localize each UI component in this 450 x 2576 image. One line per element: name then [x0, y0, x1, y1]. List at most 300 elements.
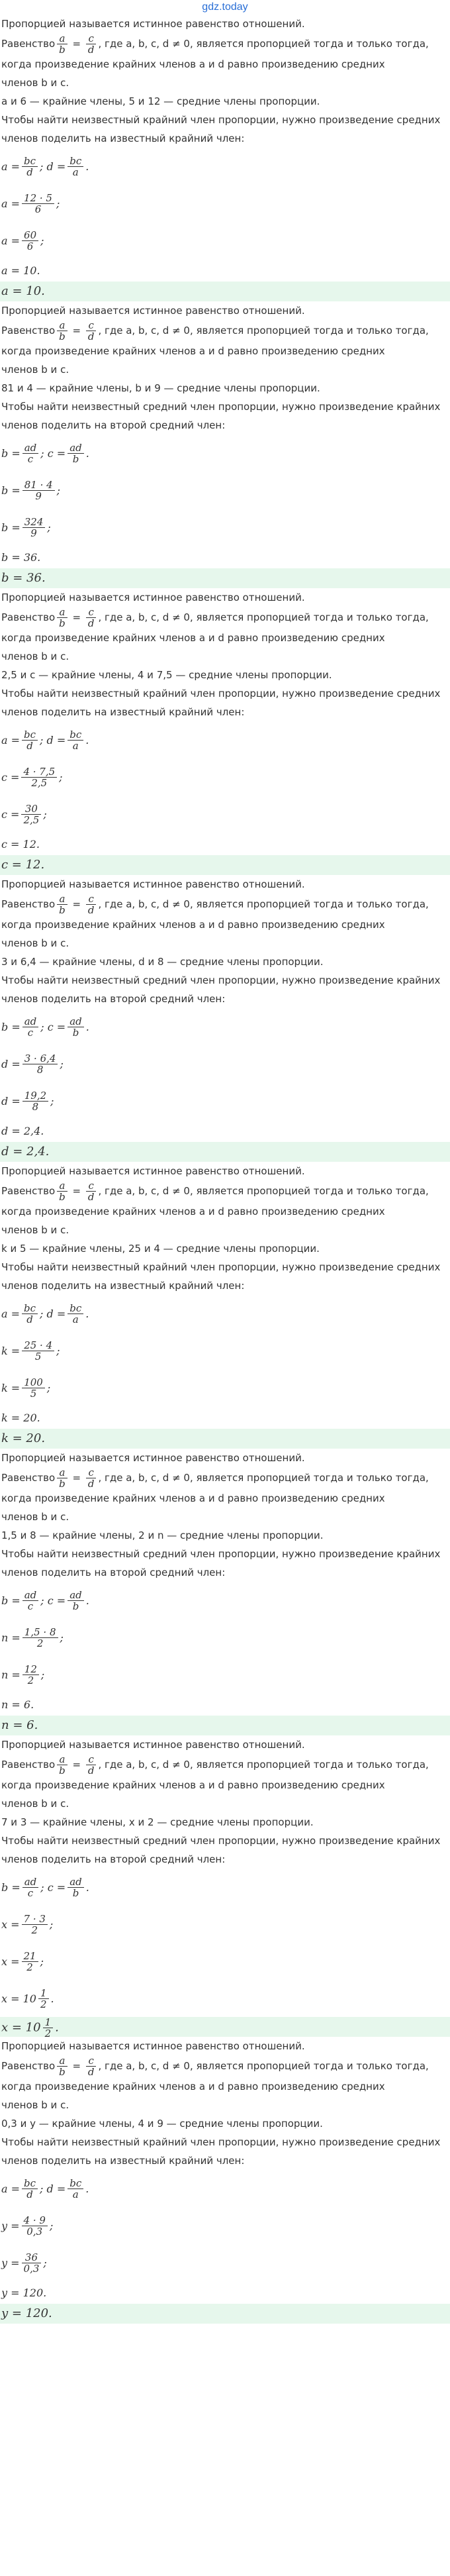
fraction-denominator: a: [68, 2189, 83, 2200]
definition-suffix: , где a, b, c, d ≠ 0, является пропорцией тогда и только тогда,: [98, 1185, 429, 1197]
fraction-numerator: 3 · 6,4: [24, 1052, 56, 1064]
definition-fraction: [57, 607, 68, 629]
definition-suffix: , где a, b, c, d ≠ 0, является пропорцией тогда и только тогда,: [98, 1472, 429, 1484]
definition-line: Пропорцией называется истинное равенство отношений.: [1, 878, 305, 890]
step-tail: ;: [60, 1057, 64, 1070]
site-logo[interactable]: gdz.today: [202, 1, 248, 13]
formula-lhs: b =: [1, 1594, 21, 1607]
step-lhs: a =: [1, 234, 21, 247]
definition-suffix: , где a, b, c, d ≠ 0, является пропорцией тогда и только тогда,: [98, 325, 429, 336]
fraction-numerator: ad: [69, 441, 82, 454]
fraction-numerator: a: [59, 2055, 66, 2067]
definition-line: когда произведение крайних членов a и d равно произведению средних: [1, 345, 385, 357]
fraction-numerator: bc: [24, 2177, 36, 2189]
fraction-numerator: c: [88, 1180, 94, 1192]
fraction: [22, 2178, 38, 2200]
fraction-numerator: a: [59, 1467, 66, 1478]
general-formula: [0, 1582, 450, 1619]
definition-line: членов b и c.: [1, 1798, 69, 1810]
answer-line: [0, 2304, 450, 2324]
definition-formula-line: Равенство $\frac{a}{b}$ = $\frac{c}{d}$ , где a, b, c, d ≠ 0, является пропорцией тогда и только тогда,: [1, 2055, 429, 2078]
fraction: [22, 1914, 48, 1935]
step-tail: ;: [49, 2219, 54, 2232]
fraction-numerator: a: [59, 606, 66, 618]
fraction-denominator: d: [86, 1191, 97, 1202]
definition-formula-line: Равенство $\frac{a}{b}$ = $\frac{c}{d}$ , где a, b, c, d ≠ 0, является пропорцией тогда и только тогда,: [1, 606, 429, 629]
fraction-denominator: a: [68, 1314, 83, 1325]
fraction-numerator: 21: [23, 1949, 36, 1962]
rule-text: Чтобы найти неизвестный крайний член пропорции, нужно произведение средних членов поделить на известный крайний член:: [1, 114, 441, 144]
answer-line: [0, 568, 450, 588]
calculation-step: [0, 1656, 450, 1693]
formula-lhs: ; d =: [40, 1307, 66, 1320]
definition-line: Пропорцией называется истинное равенство отношений.: [1, 2040, 305, 2052]
calculation-step: [0, 1082, 450, 1119]
fraction-denominator: 2: [22, 1924, 48, 1935]
fraction-denominator: 2: [22, 1961, 38, 1973]
fraction: [38, 1988, 49, 2010]
step-lhs: d =: [1, 1057, 21, 1070]
definition-prefix: Равенство: [1, 898, 56, 910]
fraction-numerator: ad: [24, 1588, 37, 1601]
calculation-step: [0, 259, 450, 282]
fraction-denominator: 2: [22, 1674, 39, 1686]
fraction-numerator: bc: [69, 154, 82, 167]
fraction: [22, 1340, 54, 1362]
step-lhs: b =: [1, 521, 21, 534]
fraction-numerator: c: [88, 1753, 94, 1765]
fraction-numerator: 1: [44, 2016, 52, 2028]
fraction: [68, 1303, 83, 1325]
fraction: [22, 1951, 38, 1973]
step-tail: ;: [59, 770, 63, 784]
formula-lhs: b =: [1, 446, 21, 460]
answer-text: b = 36.: [1, 571, 46, 585]
step-lhs: x = 10: [1, 1992, 36, 2005]
answer-text: c = 12.: [1, 858, 45, 872]
fraction-numerator: ad: [24, 1875, 37, 1888]
fraction: [22, 193, 54, 215]
answer-text: y = 120.: [1, 2306, 52, 2320]
fraction-denominator: b: [57, 617, 68, 629]
solution-block: [0, 588, 450, 875]
fraction-denominator: 2: [43, 2028, 54, 2039]
fraction-numerator: 36: [24, 2251, 38, 2263]
solution-block: [0, 875, 450, 1162]
answer-text: n = 6.: [1, 1718, 38, 1732]
definition-formula-line: Равенство $\frac{a}{b}$ = $\frac{c}{d}$ , где a, b, c, d ≠ 0, является пропорцией тогда и только тогда,: [1, 32, 429, 56]
fraction-denominator: 6: [22, 240, 38, 252]
definition-formula-line: Равенство $\frac{a}{b}$ = $\frac{c}{d}$ , где a, b, c, d ≠ 0, является пропорцией тогда и только тогда,: [1, 1180, 429, 1203]
definition-line: членов b и c.: [1, 364, 69, 376]
fraction-denominator: b: [57, 44, 68, 55]
definition-prefix: Равенство: [1, 38, 56, 50]
fraction-denominator: d: [22, 740, 38, 751]
step-tail: ;: [43, 2256, 47, 2269]
answer-text: a = 10.: [1, 284, 45, 298]
fraction-numerator: 4 · 7,5: [23, 765, 56, 778]
general-formula: [0, 2170, 450, 2207]
definition-line: членов b и c.: [1, 937, 69, 949]
fraction: [22, 1090, 48, 1112]
definition-line: Пропорцией называется истинное равенство отношений.: [1, 1165, 305, 1177]
calculation-step: [0, 796, 450, 833]
formula-lhs: ; c =: [40, 446, 66, 460]
definition-suffix: , где a, b, c, d ≠ 0, является пропорцией тогда и только тогда,: [98, 38, 429, 50]
formula-tail: .: [85, 160, 89, 173]
definition-suffix: , где a, b, c, d ≠ 0, является пропорцией тогда и только тогда,: [98, 2060, 429, 2072]
fraction-denominator: d: [86, 44, 97, 55]
fraction-numerator: c: [88, 606, 94, 618]
fraction: [43, 2017, 54, 2039]
fraction-numerator: 25 · 4: [24, 1339, 53, 1351]
fraction-denominator: d: [86, 904, 97, 915]
definition-line: членов b и c.: [1, 2099, 69, 2111]
fraction-numerator: ad: [24, 1015, 37, 1027]
fraction-denominator: b: [68, 1600, 84, 1612]
fraction-numerator: bc: [24, 154, 36, 167]
fraction: [22, 2252, 42, 2274]
definition-fraction: [86, 1467, 97, 1489]
fraction-denominator: b: [68, 1887, 84, 1898]
fraction: [22, 156, 38, 178]
general-formula: [0, 435, 450, 472]
general-formula: [0, 148, 450, 185]
definition-fraction: [86, 2055, 97, 2077]
formula-tail: .: [85, 1594, 89, 1607]
fraction: [22, 1590, 39, 1612]
fraction: [68, 442, 84, 464]
definition-formula-line: Равенство $\frac{a}{b}$ = $\frac{c}{d}$ , где a, b, c, d ≠ 0, является пропорцией тогда и только тогда,: [1, 1753, 429, 1777]
rule-text: Чтобы найти неизвестный средний член пропорции, нужно произведение крайних членов поделить на второй средний член:: [1, 401, 441, 431]
answer-line: [0, 1142, 450, 1162]
rule-text: Чтобы найти неизвестный крайний член пропорции, нужно произведение средних членов поделить на известный крайний член:: [1, 2136, 441, 2167]
step-lhs: y =: [1, 2219, 20, 2232]
fraction-denominator: d: [86, 2066, 97, 2077]
step-lhs: a = 10.: [1, 264, 40, 277]
fraction-numerator: a: [59, 1753, 66, 1765]
definition-fraction: [57, 1180, 68, 1202]
formula-lhs: ; c =: [40, 1020, 66, 1033]
definition-fraction: [57, 2055, 68, 2077]
fraction-denominator: 2: [22, 1637, 58, 1649]
fraction: [22, 442, 39, 464]
definition-fraction: [86, 320, 97, 342]
definition-formula-line: Равенство $\frac{a}{b}$ = $\frac{c}{d}$ , где a, b, c, d ≠ 0, является пропорцией тогда и только тогда,: [1, 319, 429, 342]
proportion-roles: 0,3 и y — крайние члены, 4 и 9 — средние члены пропорции.: [1, 2118, 323, 2130]
fraction: [22, 1627, 58, 1649]
fraction: [22, 1664, 39, 1686]
definition-fraction: [57, 894, 68, 915]
proportion-roles: 7 и 3 — крайние члены, x и 2 — средние члены пропорции.: [1, 1816, 314, 1828]
formula-tail: .: [85, 1307, 89, 1320]
calculation-step: [0, 509, 450, 546]
general-formula: [0, 1008, 450, 1045]
fraction-numerator: 12 · 5: [24, 191, 52, 204]
fraction-numerator: bc: [24, 1302, 36, 1314]
fraction-numerator: ad: [69, 1588, 82, 1601]
fraction: [22, 1377, 45, 1399]
formula-lhs: a =: [1, 2182, 21, 2195]
rule-text: Чтобы найти неизвестный средний член пропорции, нужно произведение крайних членов поделить на второй средний член:: [1, 1548, 441, 1578]
step-lhs: b =: [1, 484, 21, 497]
answer-text: x = 10: [1, 2020, 41, 2035]
rule-text: Чтобы найти неизвестный средний член пропорции, нужно произведение крайних членов поделить на второй средний член:: [1, 974, 441, 1005]
step-lhs: c =: [1, 807, 20, 821]
fraction: [68, 156, 83, 178]
fraction-numerator: ad: [69, 1875, 82, 1888]
fraction-denominator: 9: [22, 490, 55, 501]
fraction-denominator: d: [86, 331, 97, 342]
step-tail: ;: [56, 197, 60, 210]
fraction-denominator: c: [22, 453, 39, 464]
general-formula: [0, 1869, 450, 1906]
definition-line: Пропорцией называется истинное равенство отношений.: [1, 592, 305, 603]
fraction-denominator: 2: [38, 1998, 49, 2010]
fraction: [68, 2178, 83, 2200]
definition-prefix: Равенство: [1, 1759, 56, 1771]
definition-prefix: Равенство: [1, 1472, 56, 1484]
fraction: [22, 1016, 39, 1038]
step-lhs: b = 36.: [1, 550, 41, 564]
formula-tail: .: [85, 2182, 89, 2195]
formula-lhs: ; c =: [40, 1880, 66, 1894]
calculation-step: [0, 1332, 450, 1369]
answer-line: [0, 855, 450, 875]
fraction-denominator: b: [68, 1027, 84, 1038]
step-tail: ;: [47, 521, 51, 534]
step-lhs: d = 2,4.: [1, 1124, 44, 1137]
definition-fraction: [86, 1180, 97, 1202]
fraction: [68, 1016, 84, 1038]
fraction-denominator: b: [68, 453, 84, 464]
proportion-roles: 81 и 4 — крайние члены, b и 9 — средние члены пропорции.: [1, 382, 320, 394]
formula-lhs: ; d =: [40, 733, 66, 747]
fraction-numerator: 60: [24, 229, 37, 241]
step-lhs: k =: [1, 1344, 21, 1357]
formula-lhs: a =: [1, 1307, 21, 1320]
formula-tail: .: [85, 1880, 89, 1894]
step-lhs: a =: [1, 197, 21, 210]
fraction-denominator: d: [22, 166, 38, 178]
definition-line: Пропорцией называется истинное равенство отношений.: [1, 305, 305, 317]
definition-line: когда произведение крайних членов a и d равно произведению средних: [1, 58, 385, 70]
definition-line: членов b и c.: [1, 650, 69, 662]
definition-fraction: [57, 320, 68, 342]
fraction-numerator: 4 · 9: [23, 2214, 46, 2226]
fraction: [68, 1877, 84, 1898]
fraction-denominator: d: [22, 1314, 38, 1325]
fraction: [22, 480, 55, 501]
step-tail: ;: [60, 1631, 64, 1644]
definition-fraction: [86, 1754, 97, 1776]
rule-text: Чтобы найти неизвестный крайний член пропорции, нужно произведение средних членов поделить на известный крайний член:: [1, 1261, 441, 1292]
formula-lhs: ; c =: [40, 1594, 66, 1607]
calculation-step: [0, 758, 450, 796]
definition-line: Пропорцией называется истинное равенство отношений.: [1, 1452, 305, 1464]
solution-block: [0, 15, 450, 301]
fraction: [21, 803, 41, 825]
definition-suffix: , где a, b, c, d ≠ 0, является пропорцией тогда и только тогда,: [98, 898, 429, 910]
definition-fraction: [86, 894, 97, 915]
fraction-denominator: c: [22, 1887, 39, 1898]
fraction-numerator: a: [59, 893, 66, 905]
definition-line: когда произведение крайних членов a и d равно произведению средних: [1, 1492, 385, 1504]
step-lhs: c = 12.: [1, 837, 40, 850]
fraction-numerator: c: [88, 2055, 94, 2067]
definition-fraction: [57, 1467, 68, 1489]
definition-fraction: [86, 33, 97, 55]
step-tail: ;: [46, 1381, 51, 1394]
definition-line: когда произведение крайних членов a и d равно произведению средних: [1, 632, 385, 644]
step-lhs: y = 120.: [1, 2286, 47, 2299]
calculation-step: [0, 1119, 450, 1142]
formula-lhs: ; d =: [40, 160, 66, 173]
step-lhs: x =: [1, 1918, 20, 1931]
fraction-denominator: 5: [22, 1388, 45, 1399]
definition-line: Пропорцией называется истинное равенство отношений.: [1, 1739, 305, 1751]
definition-prefix: Равенство: [1, 325, 56, 336]
fraction: [22, 230, 38, 252]
step-lhs: x =: [1, 1955, 20, 1968]
step-lhs: n =: [1, 1631, 21, 1644]
definition-fraction: [57, 33, 68, 55]
definition-line: членов b и c.: [1, 1511, 69, 1523]
formula-lhs: a =: [1, 160, 21, 173]
fraction-denominator: d: [86, 617, 97, 629]
proportion-roles: 1,5 и 8 — крайние члены, 2 и n — средние члены пропорции.: [1, 1529, 324, 1541]
step-lhs: n = 6.: [1, 1698, 34, 1711]
fraction-numerator: 324: [24, 515, 44, 528]
fraction: [22, 1303, 38, 1325]
formula-lhs: b =: [1, 1880, 21, 1894]
fraction: [22, 2215, 48, 2237]
formula-lhs: a =: [1, 733, 21, 747]
step-lhs: y =: [1, 2256, 20, 2269]
fraction-numerator: ad: [24, 441, 37, 454]
solution-block: [0, 2037, 450, 2324]
calculation-step: [0, 185, 450, 222]
fraction-denominator: b: [57, 1765, 68, 1776]
fraction-denominator: b: [57, 1191, 68, 1202]
answer-line: [0, 1716, 450, 1735]
formula-lhs: b =: [1, 1020, 21, 1033]
calculation-step: [0, 546, 450, 568]
fraction-denominator: a: [68, 740, 83, 751]
definition-prefix: Равенство: [1, 2060, 56, 2072]
fraction-numerator: 30: [24, 802, 38, 815]
calculation-step: [0, 1619, 450, 1656]
answer-text: k = 20.: [1, 1431, 46, 1445]
answer-line: [0, 1429, 450, 1449]
calculation-step: [0, 1980, 450, 2017]
fraction-denominator: 2,5: [21, 814, 41, 825]
fraction-denominator: c: [22, 1600, 39, 1612]
answer-line: [0, 282, 450, 301]
definition-fraction: [57, 1754, 68, 1776]
calculation-step: [0, 222, 450, 259]
definition-suffix: , где a, b, c, d ≠ 0, является пропорцией тогда и только тогда,: [98, 1759, 429, 1771]
definition-suffix: , где a, b, c, d ≠ 0, является пропорцией тогда и только тогда,: [98, 611, 429, 623]
fraction-denominator: b: [57, 904, 68, 915]
fraction-numerator: bc: [24, 728, 36, 741]
fraction-denominator: d: [22, 2189, 38, 2200]
step-lhs: k = 20.: [1, 1411, 40, 1424]
fraction-numerator: a: [59, 32, 66, 44]
solution-block: [0, 1162, 450, 1449]
fraction-denominator: 5: [22, 1351, 54, 1362]
general-formula: [0, 721, 450, 758]
calculation-step: [0, 1943, 450, 1980]
solutions-list: [0, 15, 450, 2324]
definition-prefix: Равенство: [1, 1185, 56, 1197]
fraction-numerator: bc: [69, 2177, 82, 2189]
fraction-denominator: b: [57, 331, 68, 342]
fraction-numerator: c: [88, 1467, 94, 1478]
definition-line: членов b и c.: [1, 1224, 69, 1236]
calculation-step: [0, 472, 450, 509]
fraction-numerator: c: [88, 32, 94, 44]
definition-line: когда произведение крайних членов a и d равно произведению средних: [1, 2081, 385, 2092]
step-tail: ;: [43, 807, 47, 821]
answer-text: d = 2,4.: [1, 1145, 50, 1159]
step-tail: ;: [40, 234, 44, 247]
fraction-denominator: d: [86, 1478, 97, 1489]
definition-line: когда произведение крайних членов a и d равно произведению средних: [1, 1206, 385, 1217]
fraction: [68, 1590, 84, 1612]
calculation-step: [0, 1406, 450, 1429]
fraction-numerator: 12: [24, 1663, 37, 1675]
formula-lhs: ; d =: [40, 2182, 66, 2195]
formula-tail: .: [85, 1020, 89, 1033]
fraction: [22, 1053, 58, 1075]
calculation-step: [0, 2281, 450, 2304]
fraction: [22, 729, 38, 751]
fraction-denominator: d: [86, 1765, 97, 1776]
definition-fraction: [86, 607, 97, 629]
fraction-denominator: c: [22, 1027, 39, 1038]
rule-text: Чтобы найти неизвестный крайний член пропорции, нужно произведение средних членов поделить на известный крайний член:: [1, 688, 441, 718]
rule-text: Чтобы найти неизвестный средний член пропорции, нужно произведение крайних членов поделить на второй средний член:: [1, 1835, 441, 1865]
definition-formula-line: Равенство $\frac{a}{b}$ = $\frac{c}{d}$ , где a, b, c, d ≠ 0, является пропорцией тогда и только тогда,: [1, 1467, 429, 1490]
definition-line: членов b и c.: [1, 77, 69, 89]
fraction-numerator: 1,5 · 8: [24, 1625, 56, 1638]
step-lhs: n =: [1, 1668, 21, 1681]
general-formula: [0, 1295, 450, 1332]
fraction-denominator: a: [68, 166, 83, 178]
fraction-numerator: a: [59, 319, 66, 331]
fraction-denominator: 0,3: [22, 2226, 48, 2237]
calculation-step: [0, 2207, 450, 2244]
proportion-roles: k и 5 — крайние члены, 25 и 4 — средние члены пропорции.: [1, 1243, 320, 1255]
fraction-denominator: b: [57, 2066, 68, 2077]
calculation-step: [0, 1906, 450, 1943]
calculation-step: [0, 1369, 450, 1406]
step-lhs: c =: [1, 770, 20, 784]
fraction: [22, 517, 46, 539]
fraction-numerator: c: [88, 893, 94, 905]
step-tail: ;: [40, 1955, 44, 1968]
solution-block: [0, 1735, 450, 2037]
fraction-denominator: 2,5: [21, 777, 57, 788]
fraction-denominator: 0,3: [22, 2263, 42, 2274]
definition-line: когда произведение крайних членов a и d равно произведению средних: [1, 1779, 385, 1791]
fraction-denominator: 8: [22, 1064, 58, 1075]
proportion-roles: 2,5 и c — крайние члены, 4 и 7,5 — средние члены пропорции.: [1, 669, 332, 681]
calculation-step: [0, 1045, 450, 1082]
step-lhs: k =: [1, 1381, 21, 1394]
fraction-numerator: 81 · 4: [24, 478, 53, 491]
